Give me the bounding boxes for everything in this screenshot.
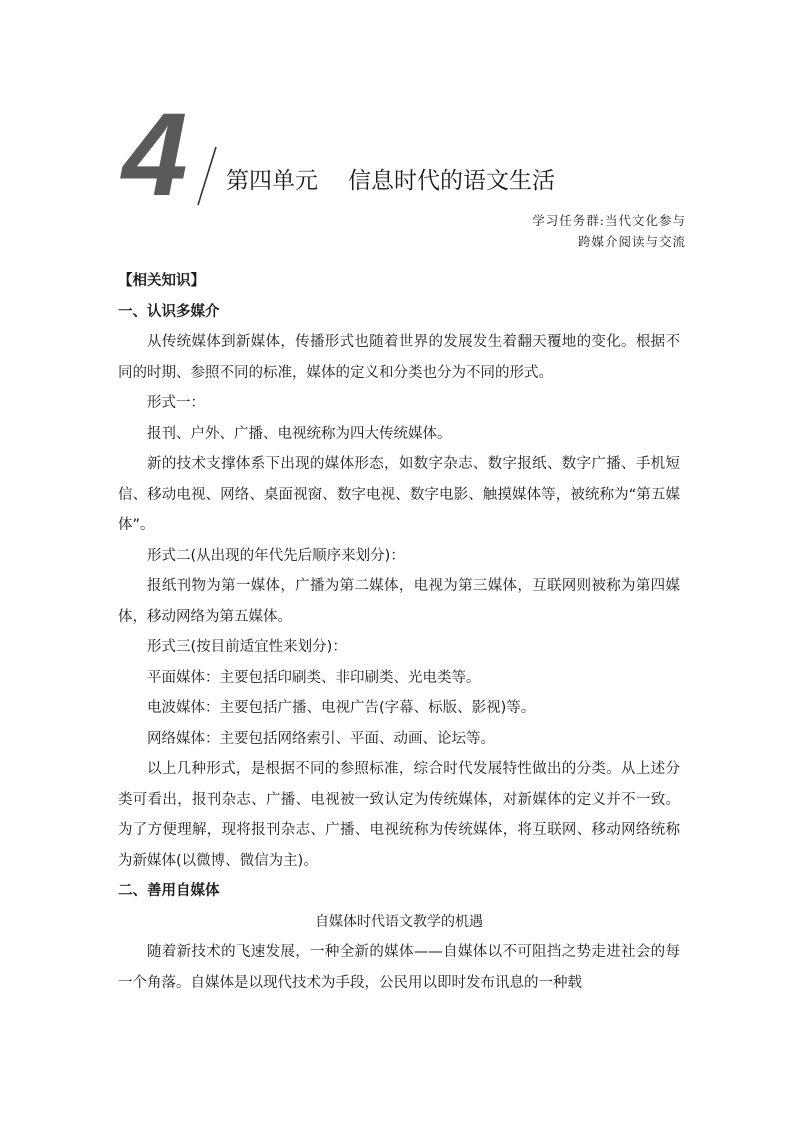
unit-number: 4 (122, 89, 186, 221)
form3-item-print: 平面媒体：主要包括印刷类、非印刷类、光电类等。 (147, 669, 481, 686)
unit-name: 信息时代的语文生活 (348, 168, 555, 194)
form3-label: 形式三(按目前适宜性来划分)： (147, 639, 347, 655)
paragraph-summary: 以上几种形式，是根据不同的参照标准，综合时代发展特性做出的分类。从上述分类可看出，报刊杂志、广播、电视被一致认定为传统媒体，对新媒体的定义并不一致。为了方便理解，现将报刊杂志、广播、电视统称为传统媒体，将互联网、移动网络统称为新媒体(以微博、微信为主)。 (118, 761, 680, 869)
form1-label: 形式一： (147, 395, 205, 411)
form3-item-network: 网络媒体：主要包括网络索引、平面、动画、论坛等。 (147, 730, 495, 747)
heading-2: 二、善用自媒体 (118, 883, 220, 899)
task-group-subtitle (532, 210, 686, 252)
form2-paragraph: 报纸刊物为第一媒体，广播为第二媒体，电视为第三媒体，互联网则被称为第四媒体，移动网络为第五媒体。 (118, 578, 680, 625)
article-paragraph-1: 随着新技术的飞速发展，一种全新的媒体——自媒体以不可阻挡之势走进社会的每一个角落。自媒体是以现代技术为手段，公民用以即时发布讯息的一种载 (118, 944, 680, 991)
unit-title (226, 166, 555, 196)
task-group-line1: 学习任务群:当代文化参与 (532, 213, 686, 228)
document-body (118, 266, 680, 998)
heading-1: 一、认识多媒介 (118, 303, 220, 320)
paragraph-intro: 从传统媒体到新媒体，传播形式也随着世界的发展发生着翻天覆地的变化。根据不同的时期、参照不同的标准，媒体的定义和分类也分为不同的形式。 (118, 334, 680, 381)
unit-slash-divider (196, 146, 218, 206)
task-group-line2: 跨媒介阅读与交流 (577, 234, 686, 249)
unit-label: 第四单元 (226, 168, 318, 194)
form1-paragraph-1: 报刊、户外、广播、电视统称为四大传统媒体。 (147, 425, 452, 442)
article-title: 自媒体时代语文教学的机遇 (315, 913, 483, 930)
form2-label: 形式二(从出现的年代先后顺序来划分)： (147, 547, 405, 564)
form1-paragraph-2: 新的技术支撑体系下出现的媒体形态，如数字杂志、数字报纸、数字广播、手机短信、移动电视、网络、桌面视窗、数字电视、数字电影、触摸媒体等，被统称为“第五媒体”。 (118, 456, 680, 533)
form3-item-broadcast: 电波媒体：主要包括广播、电视广告(字幕、标版、影视)等。 (147, 700, 536, 716)
section-label: 【相关知识】 (118, 273, 205, 289)
